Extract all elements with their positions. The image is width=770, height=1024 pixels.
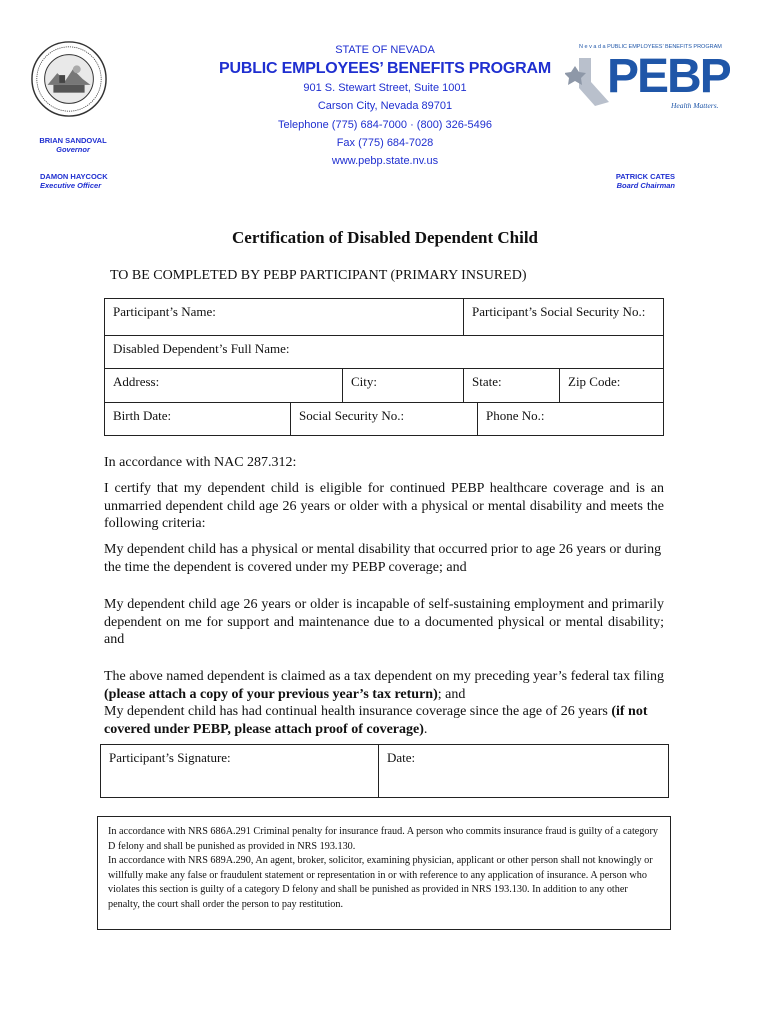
board-chairman-title: Board Chairman <box>616 181 675 190</box>
address-line-2: Carson City, Nevada 89701 <box>317 100 453 112</box>
field-label: Date: <box>387 750 416 765</box>
field-label: Participant’s Social Security No.: <box>472 304 646 319</box>
ssn-field[interactable] <box>290 403 477 435</box>
participant-signature-field[interactable] <box>101 745 378 797</box>
logo-tagline: Health Matters. <box>671 101 719 110</box>
telephone-line: Telephone (775) 684-7000 · (800) 326-5496 <box>277 119 493 131</box>
table-row <box>105 335 663 369</box>
field-label: Social Security No.: <box>299 408 405 423</box>
criterion-3-text: The above named dependent is claimed as a tax dependent on my preceding year’s federal tax filing <box>104 669 664 684</box>
zip-code-field[interactable] <box>559 369 663 403</box>
field-label: Phone No.: <box>486 408 545 423</box>
criterion-1: My dependent child has a physical or mental disability that occurred prior to age 26 years or during the time the dependent is covered under my PEBP coverage; and <box>104 542 662 575</box>
dependent-name-field[interactable] <box>105 336 663 369</box>
date-field[interactable] <box>378 745 668 797</box>
program-name: PUBLIC EMPLOYEES’ BENEFITS PROGRAM <box>219 60 551 77</box>
address-field[interactable] <box>105 369 342 403</box>
birth-date-field[interactable] <box>105 403 290 435</box>
participant-info-table <box>104 298 664 436</box>
form-title: Certification of Disabled Dependent Child <box>232 228 538 247</box>
address-line-1: 901 S. Stewart Street, Suite 1001 <box>303 82 467 94</box>
executive-officer-name: DAMON HAYCOCK <box>40 172 108 181</box>
certification-statement: I certify that my dependent child is eligible for continued PEBP healthcare coverage and is an unmarried dependent child age 26 years or older with a physical or mental disability and meets the following criteria: <box>104 481 664 531</box>
table-row <box>105 299 663 335</box>
website-link[interactable]: www.pebp.state.nv.us <box>331 155 439 167</box>
fraud-notice-689a: In accordance with NRS 689A.290, An agent, broker, solicitor, examining physician, applicant or other person shall not knowingly or willfully make any false or fraudulent statement or representation in or with reference to any application of insurance. A person who violates this section is guilty of a category D felony and shall be punished as provided in NRS 193.130. In addition to any other penalty, the court shall order the person to pay restitution. <box>108 855 653 910</box>
field-label: State: <box>472 374 502 389</box>
participant-name-field[interactable] <box>105 299 463 335</box>
criterion-3-end: ; and <box>437 686 466 702</box>
field-label: Address: <box>113 374 160 389</box>
form-instruction: TO BE COMPLETED BY PEBP PARTICIPANT (PRIMARY INSURED) <box>110 268 527 283</box>
coverage-proof-note: (if not covered under PEBP, please attach proof of coverage) <box>104 704 648 737</box>
state-field[interactable] <box>463 369 559 403</box>
criterion-4 <box>104 703 664 738</box>
pebp-logo <box>565 40 730 112</box>
fraud-notice-686a: In accordance with NRS 686A.291 Criminal penalty for insurance fraud. A person who commits insurance fraud is guilty of a category D felony and shall be punished as provided in NRS 193.130. <box>108 826 658 852</box>
governor-title: Governor <box>56 145 90 154</box>
fax-line: Fax (775) 684-7028 <box>336 137 434 149</box>
field-label: Zip Code: <box>568 374 621 389</box>
criterion-2: My dependent child age 26 years or older is incapable of self-sustaining employment and primarily dependent on me for support and maintenance due to a documented physical or mental disability; and <box>104 597 664 647</box>
nevada-shape-icon <box>579 58 609 106</box>
criterion-3 <box>104 668 664 703</box>
field-label: Participant’s Name: <box>113 304 216 319</box>
logo-top-text: N e v a d a PUBLIC EMPLOYEES’ BENEFITS PROGRAM <box>579 44 722 50</box>
table-row <box>105 368 663 403</box>
city-field[interactable] <box>342 369 463 403</box>
field-label: Birth Date: <box>113 408 172 423</box>
table-row <box>105 402 663 435</box>
field-label: City: <box>351 374 378 389</box>
criterion-4-text: My dependent child has had continual health insurance coverage since the age of 26 years <box>104 704 612 719</box>
phone-field[interactable] <box>477 403 663 435</box>
logo-letters: PEBP <box>607 50 730 103</box>
criterion-4-end: . <box>423 721 428 737</box>
fraud-notice-box <box>97 816 671 930</box>
nac-reference: In accordance with NAC 287.312: <box>104 455 297 470</box>
governor-name: BRIAN SANDOVAL <box>39 136 107 145</box>
signature-table <box>100 744 669 798</box>
tax-return-note: (please attach a copy of your previous year’s tax return) <box>104 686 438 702</box>
participant-ssn-field[interactable] <box>463 299 663 335</box>
field-label: Disabled Dependent’s Full Name: <box>113 341 290 356</box>
field-label: Participant’s Signature: <box>109 750 231 765</box>
executive-officer-title: Executive Officer <box>40 181 102 190</box>
board-chairman-name: PATRICK CATES <box>615 172 675 181</box>
state-name: STATE OF NEVADA <box>335 44 435 56</box>
